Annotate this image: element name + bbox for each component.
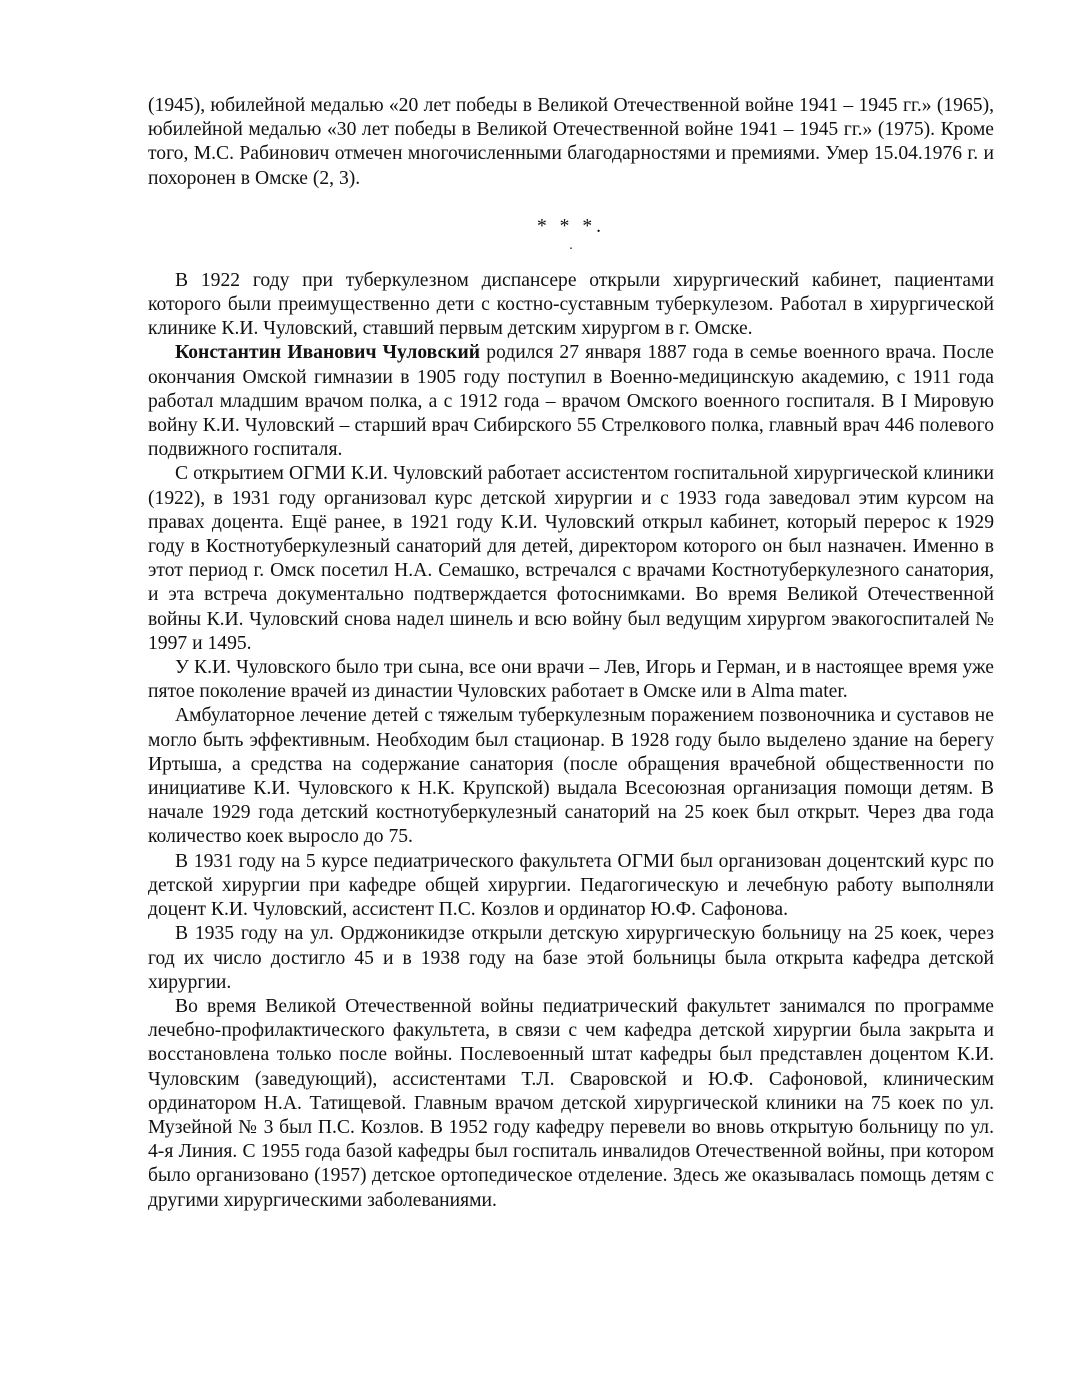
paragraph-sanatorium: Амбулаторное лечение детей с тяжелым туберкулезным поражением позвоночника и суставов не могло быть эффективным. Необходим был стационар. В 1928 году было выделено здание на берегу Иртыша, а средства на содержание санатория (после обращения врачебной общественности по инициативе К.И. Чуловского к Н.К. Крупской) выдала Всесоюзная организация помощи детям. В начале 1929 года детский костнотуберкулезный санаторий на 25 коек был открыт. Через два года количество коек выросло до 75.: [148, 705, 994, 848]
paragraph-ogmi-career: С открытием ОГМИ К.И. Чуловский работает ассистентом госпитальной хирургической клиники (1922), в 1931 году организовал курс детской хирургии и с 1933 года заведовал этим курсом на правах доцента. Ещё ранее, в 1921 году К.И. Чуловский открыл кабинет, который перерос к 1929 году в Костнотуберкулезный санаторий для детей, директором которого он был назначен. Именно в этот период г. Омск посетил Н.А. Семашко, встречался с врачами Костнотуберкулезного санатория, и эта встреча документально подтверждается фотоснимками. Во время Великой Отечественной войны К.И. Чуловский снова надел шинель и всю войну был ведущим хирургом эвакогоспиталей № 1997 и 1495.: [148, 463, 994, 654]
paragraph-docent-course: В 1931 году на 5 курсе педиатрического факультета ОГМИ был организован доцентский курс по детской хирургии при кафедре общей хирургии. Педагогическую и лечебную работу выполняли доцент К.И. Чуловский, ассистент П.С. Козлов и ординатор Ю.Ф. Сафонова.: [148, 850, 994, 921]
person-name: Константин Иванович Чуловский: [175, 342, 481, 364]
paragraph-biography: [148, 341, 994, 462]
paragraph-hospital-1935: В 1935 году на ул. Орджоникидзе открыли детскую хирургическую больницу на 25 коек, через год их число достигло 45 и в 1938 году на базе этой больницы была открыта кафедра детской хирургии.: [148, 923, 994, 993]
paragraph-war-period: Во время Великой Отечественной войны педиатрический факультет занимался по программе лечебно-профилактического факультета, в связи с чем кафедра детской хирургии была закрыта и восстановлена только после войны. Послевоенный штат кафедры был представлен доцентом К.И. Чуловским (заведующий), ассистентами Т.Л. Сваровской и Ю.Ф. Сафоновой, клиническим ординатором Н.А. Татищевой. Главным врачом детской хирургической клиники на 75 коек по ул. Музейной № 3 был П.С. Козлов. В 1952 году кафедру перевели во вновь открытую больницу по ул. 4-я Линия. С 1955 года базой кафедры был госпиталь инвалидов Отечественной войны, при котором было организовано (1957) детское ортопедическое отделение. Здесь же оказывалась помощь детям с другими хирургическими заболеваниями.: [148, 995, 994, 1211]
biography-text: родился 27 января 1887 года в семье военного врача. После окончания Омской гимназии в 1905 году поступил в Военно-медицинскую академию, с 1911 года работал младшим врачом полка, а с 1912 года – врачом Омского военного госпиталя. В I Мировую войну К.И. Чуловский – старший врач Сибирского 55 Стрелкового полка, главный врач 446 полевого подвижного госпиталя.: [148, 342, 995, 461]
intro-paragraph: (1945), юбилейной медалью «20 лет победы в Великой Отечественной войне 1941 – 1945 гг.» (1965), юбилейной медалью «30 лет победы в Великой Отечественной войне 1941 – 1945 гг.» (1975). Кроме того, М.С. Рабинович отмечен многочисленными благодарностями и премиями. Умер 15.04.1976 г. и похоронен в Омске (2, 3).: [148, 95, 994, 189]
document-page: [148, 94, 994, 1213]
paragraph-sons: У К.И. Чуловского было три сына, все они врачи – Лев, Игорь и Герман, и в настоящее время уже пятое поколение врачей из династии Чуловских работает в Омске или в Alma mater.: [148, 657, 994, 703]
separator-dot: .: [569, 237, 573, 253]
section-separator: * * *.: [536, 215, 606, 237]
paragraph-surgical-cabinet: В 1922 году при туберкулезном диспансере открыли хирургический кабинет, пациентами которого были преимущественно дети с костно-суставным туберкулезом. Работал в хирургической клинике К.И. Чуловский, ставший первым детским хирургом в г. Омске.: [148, 269, 994, 340]
